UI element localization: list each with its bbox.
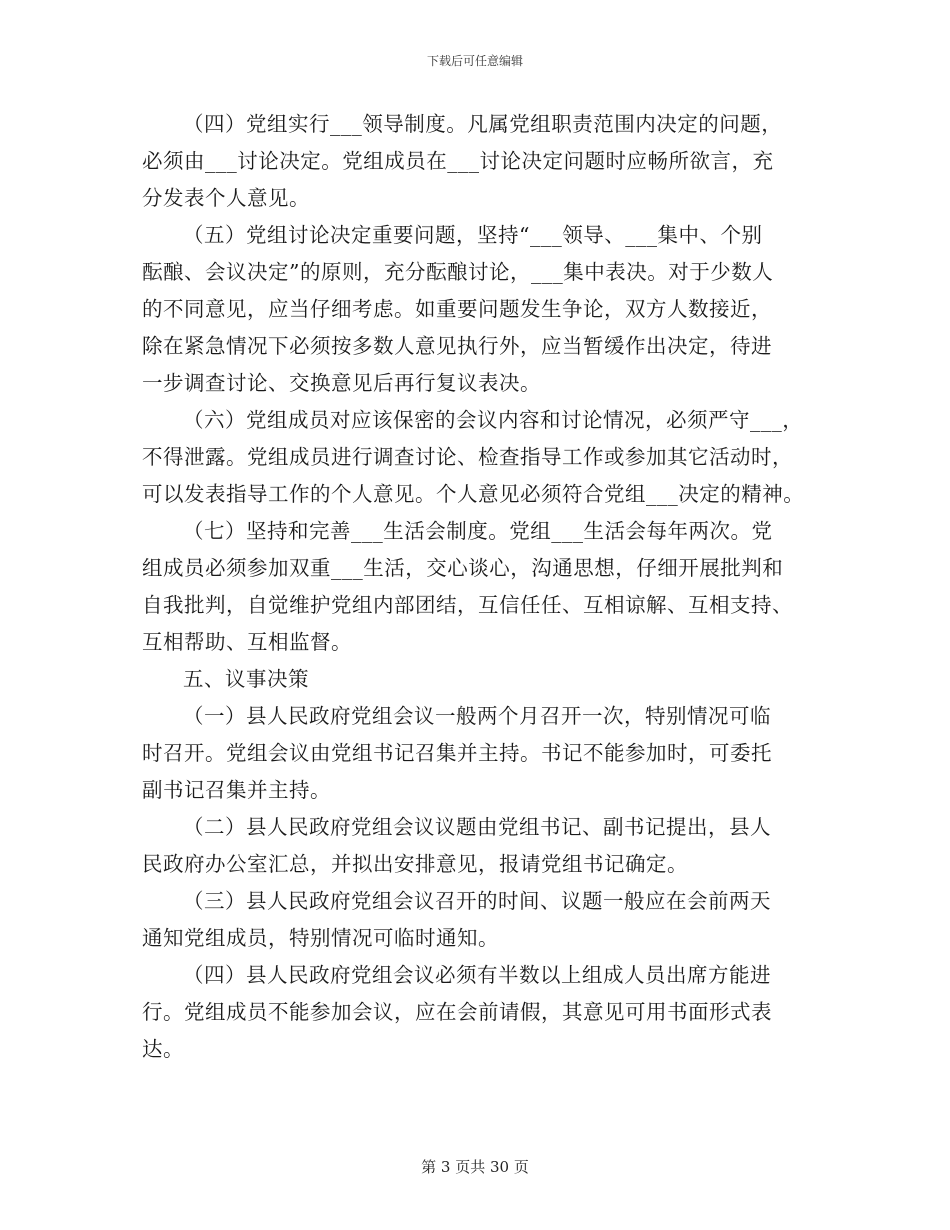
text-line: 互相帮助、互相监督。	[142, 630, 352, 654]
paragraph	[142, 106, 807, 217]
paragraph	[142, 217, 807, 402]
paragraph	[142, 698, 807, 809]
text-line: （二）县人民政府党组会议议题由党组书记、副书记提出，县人	[183, 815, 771, 839]
text-line: 酝酿、会议决定”的原则，充分酝酿讨论，___集中表决。对于少数人	[142, 260, 774, 284]
text-line: 除在紧急情况下必须按多数人意见执行外，应当暂缓作出决定，待进	[142, 334, 772, 358]
text-line: 时召开。党组会议由党组书记召集并主持。书记不能参加时，可委托	[142, 741, 772, 765]
text-line: （四）党组实行___领导制度。凡属党组职责范围内决定的问题，	[183, 112, 783, 136]
text-line: 通知党组成员，特别情况可临时通知。	[142, 926, 499, 950]
paragraph	[142, 402, 807, 513]
text-line: 达。	[142, 1037, 184, 1061]
text-line: 不得泄露。党组成员进行调查讨论、检查指导工作或参加其它活动时，	[142, 445, 793, 469]
text-line: 副书记召集并主持。	[142, 778, 331, 802]
text-line: 必须由___讨论决定。党组成员在___讨论决定问题时应畅所欲言，充	[142, 149, 774, 173]
text-line: 可以发表指导工作的个人意见。个人意见必须符合党组___决定的精神。	[142, 482, 805, 506]
text-line: （六）党组成员对应该保密的会议内容和讨论情况，必须严守___，	[183, 408, 804, 432]
paragraph	[142, 809, 807, 883]
text-line: （四）县人民政府党组会议必须有半数以上组成人员出席方能进	[183, 963, 771, 987]
text-line: 自我批判，自觉维护党组内部团结，互信任任、互相谅解、互相支持、	[142, 593, 793, 617]
text-line: 行。党组成员不能参加会议，应在会前请假，其意见可用书面形式表	[142, 1000, 772, 1024]
text-line: 民政府办公室汇总，并拟出安排意见，报请党组书记确定。	[142, 852, 688, 876]
page-footer: 第 3 页共 30 页	[421, 1158, 529, 1176]
text-line: 组成员必须参加双重___生活，交心谈心，沟通思想，仔细开展批判和	[142, 556, 784, 580]
page-header: 下载后可任意编辑	[426, 54, 523, 68]
paragraph	[142, 957, 807, 1068]
text-line: 分发表个人意见。	[142, 186, 310, 210]
paragraph	[142, 513, 807, 661]
section-heading-text: 五、议事决策	[183, 667, 309, 691]
text-line: （三）县人民政府党组会议召开的时间、议题一般应在会前两天	[183, 889, 771, 913]
text-line: （五）党组讨论决定重要问题，坚持“___领导、___集中、个别	[183, 223, 763, 247]
text-line: （一）县人民政府党组会议一般两个月召开一次，特别情况可临	[183, 704, 771, 728]
text-line: 的不同意见，应当仔细考虑。如重要问题发生争论，双方人数接近，	[142, 297, 772, 321]
document-body	[142, 106, 807, 1068]
text-line: （七）坚持和完善___生活会制度。党组___生活会每年两次。党	[183, 519, 773, 543]
paragraph	[142, 883, 807, 957]
text-line: 一步调查讨论、交换意见后再行复议表决。	[142, 371, 541, 395]
section-heading	[142, 661, 807, 698]
